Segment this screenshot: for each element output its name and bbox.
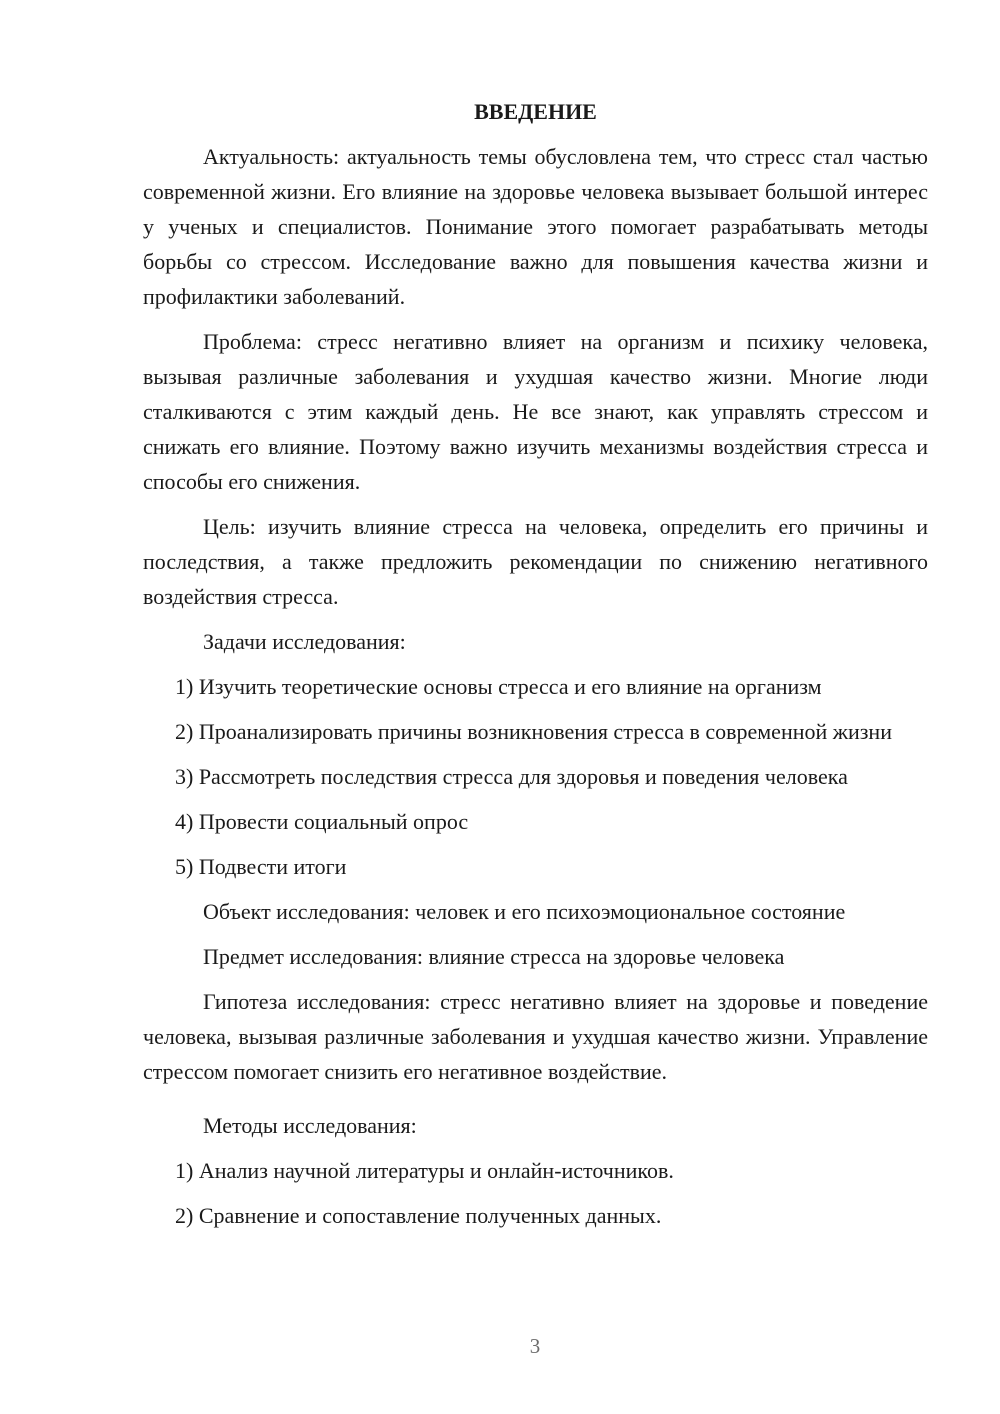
task-item: 1) Изучить теоретические основы стресса и его влияние на организм: [175, 674, 822, 699]
method-item: 1) Анализ научной литературы и онлайн-источников.: [175, 1158, 674, 1183]
subject-paragraph: Предмет исследования: влияние стресса на здоровье человека: [203, 944, 785, 969]
relevance-paragraph: Актуальность: актуальность темы обусловлена тем, что стресс стал частью современной жизни. Его влияние на здоровье человека вызывает большой интерес у ученых и специалистов. Понимание этого помогает разрабатывать методы борьбы со стрессом. Исследование важно для повышения качества жизни и профилактики заболеваний.: [143, 144, 928, 309]
page-number: 3: [529, 1334, 541, 1358]
hypothesis-paragraph: Гипотеза исследования: стресс негативно влияет на здоровье и поведение человека, вызывая различные заболевания и ухудшая качество жизни. Управление стрессом помогает снизить его негативное воздействие.: [143, 989, 928, 1084]
method-item: 2) Сравнение и сопоставление полученных данных.: [175, 1203, 662, 1228]
task-item: 2) Проанализировать причины возникновения стресса в современной жизни: [175, 719, 892, 744]
page-content: [143, 95, 928, 1243]
task-item: 3) Рассмотреть последствия стресса для здоровья и поведения человека: [175, 764, 848, 789]
object-paragraph: Объект исследования: человек и его психоэмоциональное состояние: [203, 899, 846, 924]
problem-paragraph: Проблема: стресс негативно влияет на организм и психику человека, вызывая различные заболевания и ухудшая качество жизни. Многие люди сталкиваются с этим каждый день. Не все знают, как управлять стрессом и снижать его влияние. Поэтому важно изучить механизмы воздействия стресса и способы его снижения.: [143, 329, 928, 494]
goal-paragraph: Цель: изучить влияние стресса на человека, определить его причины и последствия, а также предложить рекомендации по снижению негативного воздействия стресса.: [143, 514, 928, 609]
page-title: ВВЕДЕНИЕ: [474, 99, 597, 124]
tasks-heading: Задачи исследования:: [203, 629, 406, 654]
methods-heading: Методы исследования:: [203, 1113, 417, 1138]
task-item: 5) Подвести итоги: [175, 854, 347, 879]
task-item: 4) Провести социальный опрос: [175, 809, 469, 834]
